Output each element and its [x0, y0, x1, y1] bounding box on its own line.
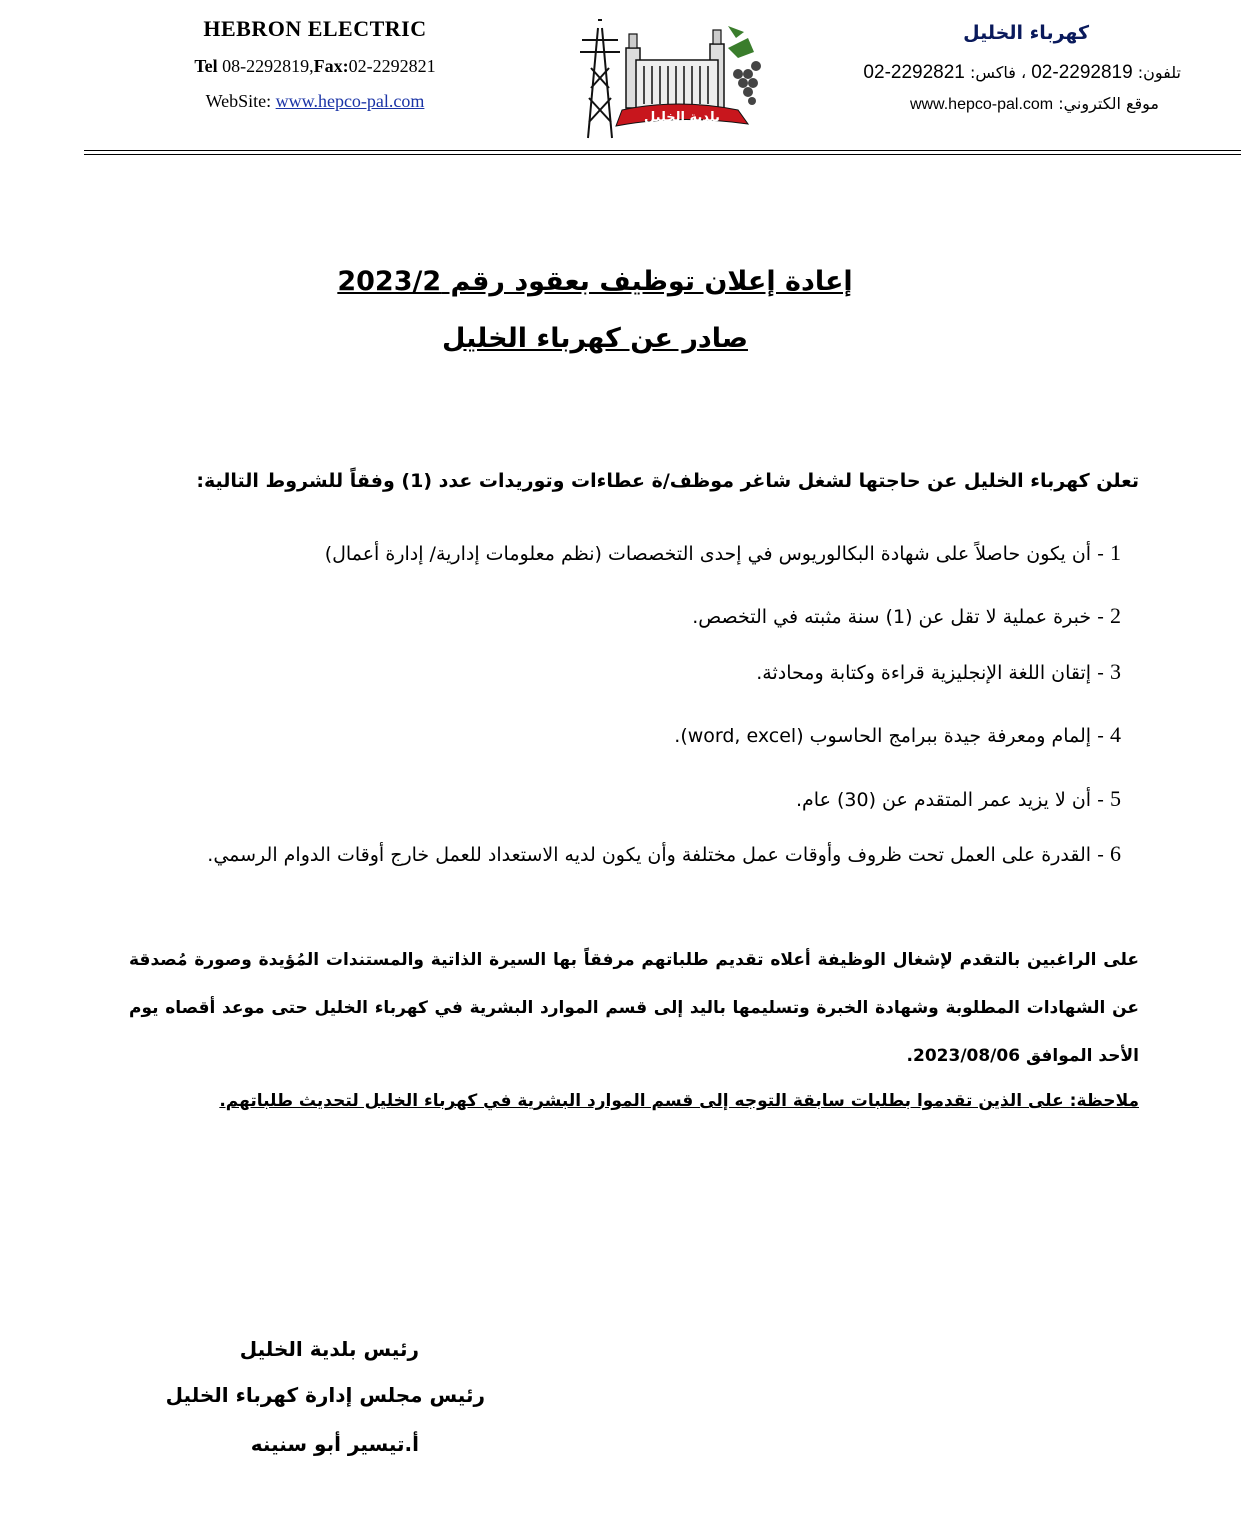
- application-instructions: على الراغبين بالتقدم لإشغال الوظيفة أعلاه تقديم طلباتهم مرفقاً بها السيرة الذاتية والمستندات المُؤيدة وصورة مُصدقة عن الشهادات المطلوبة وشهادة الخبرة وتسليمها باليد إلى قسم الموارد البشرية في كهرباء الخليل حتى موعد أقصاه يوم الأحد الموافق 2023/08/06.: [129, 950, 1139, 1066]
- website-line-ar: [841, 94, 1159, 114]
- signature-title-mayor: رئيس بلدية الخليل: [239, 1337, 419, 1361]
- phone-label-ar: تلفون:: [1132, 63, 1181, 82]
- condition-text: - إتقان اللغة الإنجليزية قراءة وكتابة ومحادثة.: [756, 662, 1110, 684]
- condition-item: [121, 659, 1121, 685]
- intro-text: تعلن كهرباء الخليل عن حاجتها لشغل شاغر موظف/ة عطاءات وتوريدات عدد (1) وفقاً للشروط التالية:: [196, 470, 1139, 492]
- fax-label: Fax:: [313, 56, 349, 76]
- condition-text: - أن يكون حاصلاً على شهادة البكالوريوس في إحدى التخصصات (نظم معلومات إدارية/ إدارة أعمال): [324, 543, 1110, 565]
- building-icon: [626, 30, 724, 108]
- condition-number: 5: [1110, 786, 1121, 811]
- condition-item: [121, 786, 1121, 812]
- fax-value-ar: 2292821-02: [863, 62, 965, 83]
- condition-number: 1: [1110, 540, 1121, 565]
- tel-label: Tel: [194, 56, 218, 76]
- fax-label-ar: ، فاكس:: [964, 63, 1032, 82]
- logo-ribbon-text: بلدية الخليل: [644, 110, 720, 125]
- condition-item: [121, 540, 1121, 566]
- fax-value: 02-2292821: [348, 56, 436, 76]
- website-link[interactable]: www.hepco-pal.com: [275, 91, 425, 111]
- condition-text: - إلمام ومعرفة جيدة ببرامج الحاسوب (word, excel).: [674, 725, 1110, 747]
- condition-number: 2: [1110, 603, 1121, 628]
- phone-value-ar: 2292819-02: [1031, 62, 1133, 83]
- tower-icon: [580, 20, 620, 138]
- header-english: [150, 14, 480, 112]
- municipality-logo: [578, 18, 778, 142]
- announcement-title: إعادة إعلان توظيف بعقود رقم 2023/2: [337, 266, 853, 297]
- company-name-en: HEBRON ELECTRIC: [203, 16, 427, 41]
- condition-text: - أن لا يزيد عمر المتقدم عن (30) عام.: [795, 789, 1110, 811]
- website-line-en: [150, 91, 480, 112]
- announcement-subtitle: صادر عن كهرباء الخليل: [442, 323, 748, 354]
- header-arabic: [841, 22, 1181, 114]
- website-label-ar: موقع الكتروني:: [1053, 94, 1159, 113]
- condition-number: 6: [1110, 841, 1121, 866]
- contact-line-ar: [841, 62, 1181, 84]
- contact-line-en: [150, 56, 480, 77]
- header-divider-bottom: [84, 154, 1241, 155]
- logo-graphic: [578, 18, 778, 142]
- condition-text: - خبرة عملية لا تقل عن (1) سنة مثبته في التخصص.: [692, 606, 1110, 628]
- condition-number: 4: [1110, 722, 1121, 747]
- grapes-icon: [728, 26, 761, 105]
- website-url-ar[interactable]: www.hepco-pal.com: [909, 96, 1054, 113]
- condition-item: [121, 603, 1121, 629]
- note-text: ملاحظة: على الذين تقدموا بطلبات سابقة التوجه إلى قسم الموارد البشرية في كهرباء الخليل لتحديث طلباتهم.: [219, 1091, 1139, 1111]
- condition-number: 3: [1110, 659, 1121, 684]
- signature-name: أ.تيسير أبو سنينه: [250, 1432, 419, 1456]
- company-name-ar: كهرباء الخليل: [963, 22, 1089, 44]
- signature-title-board: رئيس مجلس إدارة كهرباء الخليل: [165, 1383, 485, 1407]
- website-label: WebSite:: [205, 91, 276, 111]
- condition-text: - القدرة على العمل تحت ظروف وأوقات عمل مختلفة وأن يكون لديه الاستعداد للعمل خارج أوقات الدوام الرسمي.: [207, 844, 1110, 866]
- header-divider-top: [84, 150, 1241, 151]
- tel-value: 08-2292819,: [217, 56, 314, 76]
- condition-item: [121, 722, 1121, 748]
- condition-item: [61, 841, 1121, 867]
